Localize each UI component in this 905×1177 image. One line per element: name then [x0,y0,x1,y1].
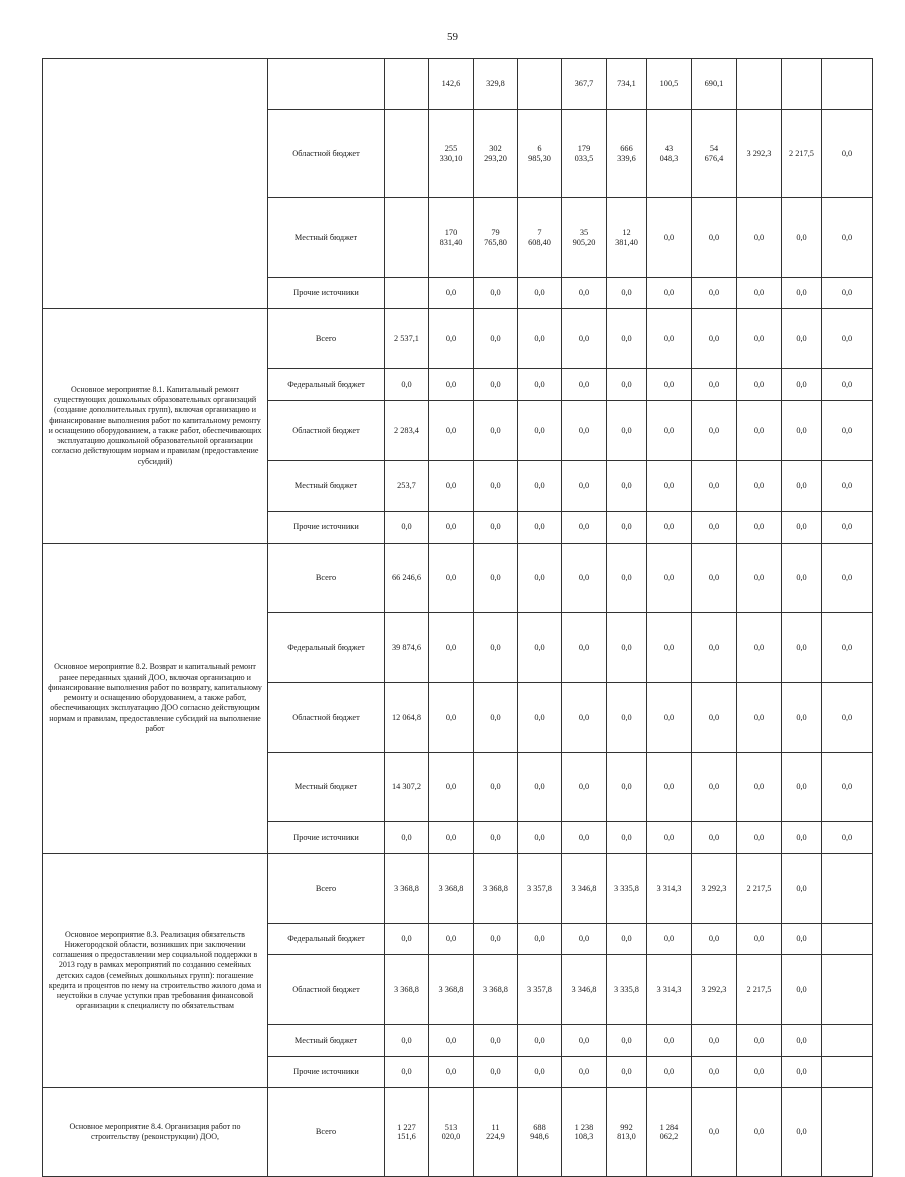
value-cell: 0,0 [782,1056,822,1088]
value-cell: 0,0 [647,309,692,369]
value-cell: 0,0 [607,613,647,683]
funding-source: Всего [268,309,385,369]
value-cell: 0,0 [822,369,873,401]
value-cell [385,59,429,110]
value-cell: 3 335,8 [607,955,647,1025]
value-cell: 0,0 [647,1025,692,1057]
value-cell: 3 292,3 [692,853,737,923]
table-row [43,853,873,923]
value-cell: 0,0 [692,401,737,461]
value-cell: 0,0 [782,853,822,923]
value-cell: 0,0 [429,822,474,854]
value-cell: 0,0 [737,682,782,752]
funding-source: Местный бюджет [268,752,385,822]
value-cell: 0,0 [822,752,873,822]
value-cell: 0,0 [518,1056,562,1088]
value-cell: 0,0 [822,613,873,683]
value-cell [385,277,429,309]
value-cell: 0,0 [385,511,429,543]
value-cell: 0,0 [429,923,474,955]
funding-source: Областной бюджет [268,401,385,461]
value-cell: 0,0 [562,1025,607,1057]
value-cell: 0,0 [474,923,518,955]
value-cell: 0,0 [429,511,474,543]
value-cell: 0,0 [737,277,782,309]
measure-description: Основное мероприятие 8.1. Капитальный ремонт существующих дошкольных образовательных организаций (создание дополнительных групп), включая организацию и финансирование выполнения работ по капитальному ремонту и оснащению оборудованием, а также работ, обеспечивающих эксплуатацию дошкольной образовательной организации согласно действующим нормам и правилам (предоставление субсидий) [43,309,268,543]
value-cell: 0,0 [518,277,562,309]
value-cell: 3 314,3 [647,853,692,923]
value-cell: 3 368,8 [429,853,474,923]
value-cell: 3 314,3 [647,955,692,1025]
value-cell: 3 357,8 [518,853,562,923]
value-cell: 1 227 151,6 [385,1088,429,1177]
value-cell: 66 246,6 [385,543,429,613]
value-cell: 170 831,40 [429,198,474,277]
value-cell: 0,0 [562,613,607,683]
table-body [43,59,873,1177]
value-cell: 0,0 [822,277,873,309]
value-cell: 3 368,8 [474,853,518,923]
funding-source: Местный бюджет [268,1025,385,1057]
value-cell: 0,0 [782,277,822,309]
table-row [43,59,873,110]
value-cell: 0,0 [429,369,474,401]
funding-source: Местный бюджет [268,198,385,277]
value-cell: 0,0 [692,752,737,822]
funding-source: Прочие источники [268,511,385,543]
value-cell: 0,0 [782,369,822,401]
value-cell: 7 608,40 [518,198,562,277]
table-row [43,1088,873,1177]
value-cell: 0,0 [474,613,518,683]
budget-table [42,58,873,1177]
value-cell: 0,0 [692,511,737,543]
value-cell: 0,0 [782,309,822,369]
value-cell: 11 224,9 [474,1088,518,1177]
value-cell: 0,0 [822,198,873,277]
value-cell: 179 033,5 [562,109,607,198]
value-cell: 0,0 [647,277,692,309]
value-cell: 0,0 [518,309,562,369]
value-cell: 0,0 [429,461,474,512]
value-cell: 3 292,3 [692,955,737,1025]
value-cell: 0,0 [647,923,692,955]
value-cell: 0,0 [647,752,692,822]
value-cell: 0,0 [385,822,429,854]
value-cell: 0,0 [474,682,518,752]
value-cell: 0,0 [518,822,562,854]
value-cell: 0,0 [737,613,782,683]
value-cell: 0,0 [782,401,822,461]
value-cell: 0,0 [607,309,647,369]
value-cell: 0,0 [429,1056,474,1088]
value-cell: 2 217,5 [737,955,782,1025]
value-cell: 0,0 [782,822,822,854]
value-cell: 0,0 [822,511,873,543]
value-cell: 367,7 [562,59,607,110]
table-row [43,543,873,613]
value-cell: 14 307,2 [385,752,429,822]
value-cell: 0,0 [737,1056,782,1088]
value-cell: 0,0 [607,822,647,854]
value-cell: 142,6 [429,59,474,110]
value-cell: 0,0 [607,543,647,613]
value-cell: 2 283,4 [385,401,429,461]
value-cell: 0,0 [474,1056,518,1088]
value-cell: 0,0 [607,1056,647,1088]
value-cell: 0,0 [385,923,429,955]
measure-description: Основное мероприятие 8.3. Реализация обязательств Нижегородской области, возникших при заключении соглашения о предоставлении мер социальной поддержки в 2013 году в рамках мероприятий по созданию семейных детских садов (семейных дошкольных групп): погашение кредита и процентов по нему на строительство жилого дома и неустойки в случае уступки прав требования финансовой организации к специалисту по обязательствам [43,853,268,1087]
value-cell: 0,0 [692,682,737,752]
value-cell: 690,1 [692,59,737,110]
value-cell: 0,0 [737,752,782,822]
value-cell: 0,0 [429,1025,474,1057]
value-cell: 0,0 [647,682,692,752]
value-cell [385,198,429,277]
value-cell: 0,0 [647,1056,692,1088]
value-cell: 0,0 [562,511,607,543]
funding-source: Всего [268,543,385,613]
value-cell: 0,0 [822,822,873,854]
value-cell: 0,0 [562,1056,607,1088]
value-cell: 0,0 [737,369,782,401]
value-cell: 0,0 [607,923,647,955]
value-cell: 0,0 [474,822,518,854]
value-cell: 2 217,5 [782,109,822,198]
value-cell: 0,0 [647,198,692,277]
value-cell: 0,0 [737,511,782,543]
value-cell: 0,0 [737,461,782,512]
funding-source: Прочие источники [268,822,385,854]
value-cell: 0,0 [518,369,562,401]
value-cell: 0,0 [782,955,822,1025]
value-cell: 1 284 062,2 [647,1088,692,1177]
value-cell: 0,0 [737,543,782,613]
value-cell: 0,0 [692,461,737,512]
value-cell: 0,0 [518,401,562,461]
value-cell: 3 346,8 [562,955,607,1025]
measure-description: Основное мероприятие 8.2. Возврат и капитальный ремонт ранее переданных зданий ДОО, включая организацию и финансирование выполнения работ по возврату, капитальному ремонту и оснащению оборудованием, а также работ, обеспечивающих эксплуатацию ДОО согласно действующим нормам и правилам, предоставление субсидий на выполнение работ [43,543,268,853]
value-cell [737,59,782,110]
funding-source: Всего [268,1088,385,1177]
value-cell: 0,0 [692,1025,737,1057]
value-cell: 0,0 [607,401,647,461]
value-cell: 0,0 [692,198,737,277]
value-cell: 0,0 [737,1025,782,1057]
funding-source: Местный бюджет [268,461,385,512]
value-cell: 0,0 [474,752,518,822]
value-cell: 0,0 [518,682,562,752]
value-cell: 0,0 [607,277,647,309]
value-cell: 0,0 [429,277,474,309]
value-cell: 0,0 [782,198,822,277]
value-cell: 0,0 [647,461,692,512]
value-cell: 666 339,6 [607,109,647,198]
value-cell: 253,7 [385,461,429,512]
value-cell: 0,0 [562,401,607,461]
funding-source: Областной бюджет [268,955,385,1025]
value-cell: 79 765,80 [474,198,518,277]
value-cell: 0,0 [782,752,822,822]
value-cell: 0,0 [562,923,607,955]
value-cell: 0,0 [737,309,782,369]
value-cell: 0,0 [737,923,782,955]
value-cell: 6 985,30 [518,109,562,198]
value-cell: 0,0 [782,511,822,543]
value-cell [822,853,873,923]
value-cell: 0,0 [474,461,518,512]
value-cell [822,59,873,110]
value-cell: 43 048,3 [647,109,692,198]
value-cell: 3 292,3 [737,109,782,198]
table-row [43,309,873,369]
value-cell: 0,0 [518,752,562,822]
value-cell: 0,0 [647,822,692,854]
value-cell [518,59,562,110]
funding-source: Федеральный бюджет [268,369,385,401]
value-cell: 0,0 [607,1025,647,1057]
value-cell: 2 217,5 [737,853,782,923]
value-cell: 0,0 [782,1088,822,1177]
value-cell: 3 368,8 [385,955,429,1025]
value-cell: 0,0 [429,752,474,822]
funding-source [268,59,385,110]
value-cell: 0,0 [562,543,607,613]
value-cell: 0,0 [518,461,562,512]
value-cell: 0,0 [385,1025,429,1057]
value-cell: 0,0 [692,613,737,683]
value-cell: 0,0 [385,1056,429,1088]
page-number: 59 [447,31,458,43]
value-cell: 0,0 [562,822,607,854]
value-cell: 0,0 [518,923,562,955]
value-cell: 0,0 [737,822,782,854]
value-cell: 0,0 [562,309,607,369]
value-cell: 0,0 [607,682,647,752]
value-cell: 0,0 [782,543,822,613]
value-cell: 39 874,6 [385,613,429,683]
value-cell: 329,8 [474,59,518,110]
value-cell: 100,5 [647,59,692,110]
value-cell: 0,0 [562,369,607,401]
value-cell: 0,0 [647,511,692,543]
value-cell: 513 020,0 [429,1088,474,1177]
value-cell: 0,0 [429,682,474,752]
value-cell: 0,0 [737,401,782,461]
value-cell: 734,1 [607,59,647,110]
value-cell: 54 676,4 [692,109,737,198]
funding-source: Прочие источники [268,277,385,309]
value-cell: 0,0 [647,613,692,683]
value-cell: 0,0 [737,198,782,277]
value-cell: 0,0 [647,369,692,401]
value-cell: 0,0 [782,682,822,752]
value-cell: 0,0 [692,369,737,401]
value-cell: 3 335,8 [607,853,647,923]
value-cell: 3 357,8 [518,955,562,1025]
value-cell: 0,0 [822,682,873,752]
value-cell [822,1056,873,1088]
value-cell: 0,0 [562,461,607,512]
value-cell: 0,0 [474,369,518,401]
value-cell: 3 368,8 [429,955,474,1025]
funding-source: Федеральный бюджет [268,613,385,683]
value-cell: 0,0 [692,822,737,854]
value-cell: 2 537,1 [385,309,429,369]
value-cell: 0,0 [692,1088,737,1177]
value-cell: 12 381,40 [607,198,647,277]
value-cell: 0,0 [474,511,518,543]
funding-source: Прочие источники [268,1056,385,1088]
value-cell: 0,0 [782,1025,822,1057]
funding-source: Федеральный бюджет [268,923,385,955]
value-cell: 0,0 [474,1025,518,1057]
value-cell: 688 948,6 [518,1088,562,1177]
value-cell: 0,0 [474,401,518,461]
value-cell: 0,0 [822,543,873,613]
value-cell [782,59,822,110]
value-cell: 0,0 [518,1025,562,1057]
value-cell [822,923,873,955]
value-cell: 0,0 [429,309,474,369]
value-cell: 0,0 [385,369,429,401]
value-cell: 3 368,8 [474,955,518,1025]
value-cell: 0,0 [607,752,647,822]
value-cell: 35 905,20 [562,198,607,277]
value-cell: 0,0 [607,369,647,401]
value-cell [822,1025,873,1057]
value-cell: 0,0 [562,277,607,309]
value-cell: 0,0 [518,613,562,683]
value-cell [822,1088,873,1177]
measure-description [43,59,268,309]
value-cell: 0,0 [692,1056,737,1088]
value-cell: 0,0 [518,543,562,613]
value-cell: 255 330,10 [429,109,474,198]
funding-source: Областной бюджет [268,109,385,198]
measure-description: Основное мероприятие 8.4. Организация работ по строительству (реконструкции) ДОО, [43,1088,268,1177]
value-cell: 0,0 [474,543,518,613]
value-cell: 0,0 [822,401,873,461]
value-cell: 0,0 [692,277,737,309]
value-cell: 12 064,8 [385,682,429,752]
value-cell: 0,0 [737,1088,782,1177]
value-cell: 0,0 [429,543,474,613]
value-cell: 3 346,8 [562,853,607,923]
value-cell [385,109,429,198]
value-cell: 0,0 [474,277,518,309]
value-cell: 0,0 [822,109,873,198]
value-cell: 0,0 [782,923,822,955]
value-cell: 0,0 [782,461,822,512]
value-cell: 0,0 [429,401,474,461]
funding-source: Всего [268,853,385,923]
value-cell: 302 293,20 [474,109,518,198]
value-cell: 0,0 [782,613,822,683]
value-cell: 0,0 [474,309,518,369]
value-cell: 992 813,0 [607,1088,647,1177]
value-cell: 0,0 [822,309,873,369]
value-cell: 0,0 [607,511,647,543]
value-cell: 0,0 [607,461,647,512]
value-cell: 0,0 [562,682,607,752]
funding-source: Областной бюджет [268,682,385,752]
value-cell: 0,0 [562,752,607,822]
value-cell: 0,0 [822,461,873,512]
value-cell [822,955,873,1025]
value-cell: 0,0 [692,543,737,613]
value-cell: 1 238 108,3 [562,1088,607,1177]
value-cell: 0,0 [429,613,474,683]
value-cell: 0,0 [647,401,692,461]
value-cell: 0,0 [692,309,737,369]
value-cell: 0,0 [647,543,692,613]
value-cell: 0,0 [692,923,737,955]
value-cell: 3 368,8 [385,853,429,923]
value-cell: 0,0 [518,511,562,543]
